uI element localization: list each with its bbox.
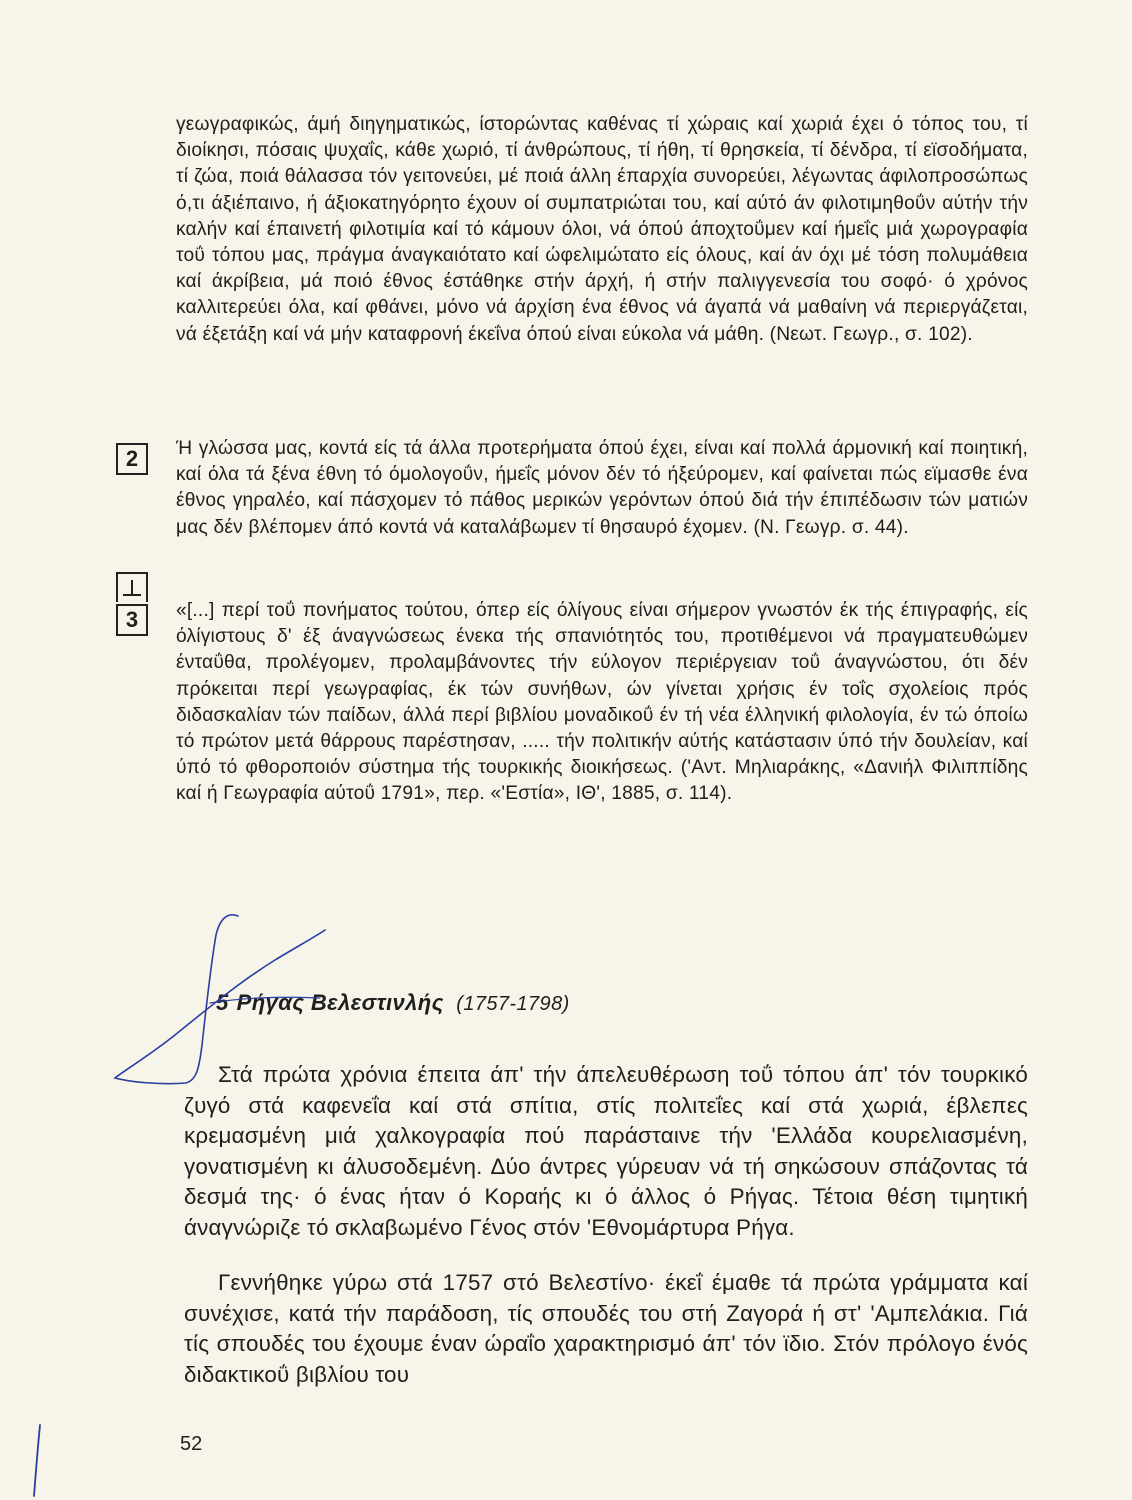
source-marker-2: 2 [116,443,148,475]
quote-text-2: Ή γλώσσα μας, κοντά είς τά άλλα προτερήματα όπού έχει, είναι καί πολλά άρμονική καί ποιητική, καί όλα τά ξένα έθνη τό όμολογοΰν, ήμεΐς μόνον δέν τό ήξεύρομεν, καί φαίνεται πώς εϊμασθε ένα έθνος γηραλέο, καί πάσχομεν τό πάθος μερικών γερόντων όπού διά τήν έπιπέδωσιν τών ματιών μας δέν βλέπομεν άπό κοντά νά καταλάβωμεν τί θησαυρό έχομεν. (Ν. Γεωγρ. σ. 44). [176,438,1028,538]
source-marker-3: 3 [116,604,148,636]
body-text-2: Γεννήθηκε γύρω στά 1757 στό Βελεστίνο· έκεΐ έμαθε τά πρώτα γράμματα καί συνέχισε, κατά τήν παράδοση, τίς σπουδές του στή Ζαγορά ή στ' 'Αμπελάκια. Γιά τίς σπουδές του έχουμε έναν ώραΐο χαρακτηρισμό άπ' τόν ϊδιο. Στόν πρόλογο ένός διδακτικοΰ βιβλίου του [184,1270,1028,1387]
quote-text-1: γεωγραφικώς, άμή διηγηματικώς, ίστορώντας καθένας τί χώραις καί χωριά έχει ό τόπος του, τί διοίκησι, πόσαις ψυχαΐς, κάθε χωριό, τί άνθρώπους, τί ήθη, τί θρησκεία, τί δένδρα, τί εϊσοδήματα, τί ζώα, ποιά θάλασσα τόν γειτονεύει, μέ ποιά άλλη έπαρχία συνορεύει, λέγωντας άφιλοπροσώπως ό,τι άξιέπαινο, ή άξιοκατηγόρητο έχουν οί συμπατριώται του, καί αύτό άν φιλοτιμηθοΰν αύτήν τήν καλήν καί έπαινετή φιλοτιμία καί τό κάμουν όλοι, νά όπού άποχτοΰμεν καί ήμεΐς μιά χωρογραφία τοΰ τόπου μας, πράγμα άναγκαιότατο καί ώφελιμώτατο είς όλους, καί άν όχι μέ τόση πολυμάθεια καί άκρίβεια, μά ποιό έθνος έστάθηκε στήν άρχή, ή στήν παλιγγενεσία του σοφό· ό χρόνος καλλιτερεύει όλα, καί φθάνει, μόνο νά άρχίση ένα έθνος νά άγαπά νά μαθαίνη νά περιεργάζεται, νά έξετάξη καί νά μήν καταφρονή έκεΐνα όπού είναι εύκολα νά μάθη. (Νεωτ. Γεωγρ., σ. 102). [176,114,1028,345]
quote-paragraph-3 [176,598,1028,808]
body-paragraph-1 [184,1060,1028,1243]
bookmark-icon [116,572,148,602]
quote-paragraph-1 [176,112,1028,348]
body-paragraph-2 [184,1268,1028,1390]
pen-margin-stroke [34,1425,40,1496]
section-number: 5 [216,990,229,1015]
page-number: 52 [180,1433,203,1455]
quote-paragraph-2 [176,436,1028,541]
body-text-1: Στά πρώτα χρόνια έπειτα άπ' τήν άπελευθέρωση τοΰ τόπου άπ' τόν τουρκικό ζυγό στά καφενεΐα καί στά σπίτια, στίς πολιτεΐες καί στά χωριά, έβλεπες κρεμασμένη μιά χαλκογραφία πού παράσταινε τήν 'Ελλάδα κουρελιασμένη, γονατισμένη κι άλυσοδεμένη. Δύο άντρες γύρευαν νά τή σηκώσουν σπάζοντας τά δεσμά της· ό ένας ήταν ό Κοραής κι ό άλλος ό Ρήγας. Τέτοια θέση τιμητική άναγνώριζε τό σκλαβωμένο Γένος στόν 'Εθνομάρτυρα Ρήγα. [184,1062,1028,1240]
section-years: (1757-1798) [456,993,570,1015]
quote-text-3: «[...] περί τοΰ πονήματος τούτου, όπερ είς όλίγους είναι σήμερον γνωστόν έκ τής έπιγραφής, είς όλίγιστους δ' έξ άναγνώσεως ένεκα τής σπανιότητός του, προτιθέμενοι νά πραγματευθώμεν ένταΰθα, προλέγομεν, προλαμβάνοντες τήν εύλογον περιέργειαν τοΰ άναγνώστου, ότι δέν πρόκειται περί γεωγραφίας, έκ τών συνήθων, ών γίνεται χρήσις έν τοΐς σχολείοις πρός διδασκαλίαν τών παίδων, άλλά περί βιβλίου μοναδικοΰ έν τή νέα έλληνική φιλολογία, έν τώ όποίω τό πρώτον μετά θάρρους παρέστησαν, ..... τήν πολιτικήν αύτής κατάστασιν ύπό τήν δουλείαν, καί ύπό τό φθοροποιόν σύστημα τής τουρκικής διοικήσεως. ('Αντ. Μηλιαράκης, «Δανιήλ Φιλιππίδης καί ή Γεωγραφία αύτοΰ 1791», περ. «'Εστία», ΙΘ', 1885, σ. 114). [176,600,1028,805]
section-title: Ρήγας Βελεστινλής [236,990,444,1015]
section-heading [216,990,570,1016]
